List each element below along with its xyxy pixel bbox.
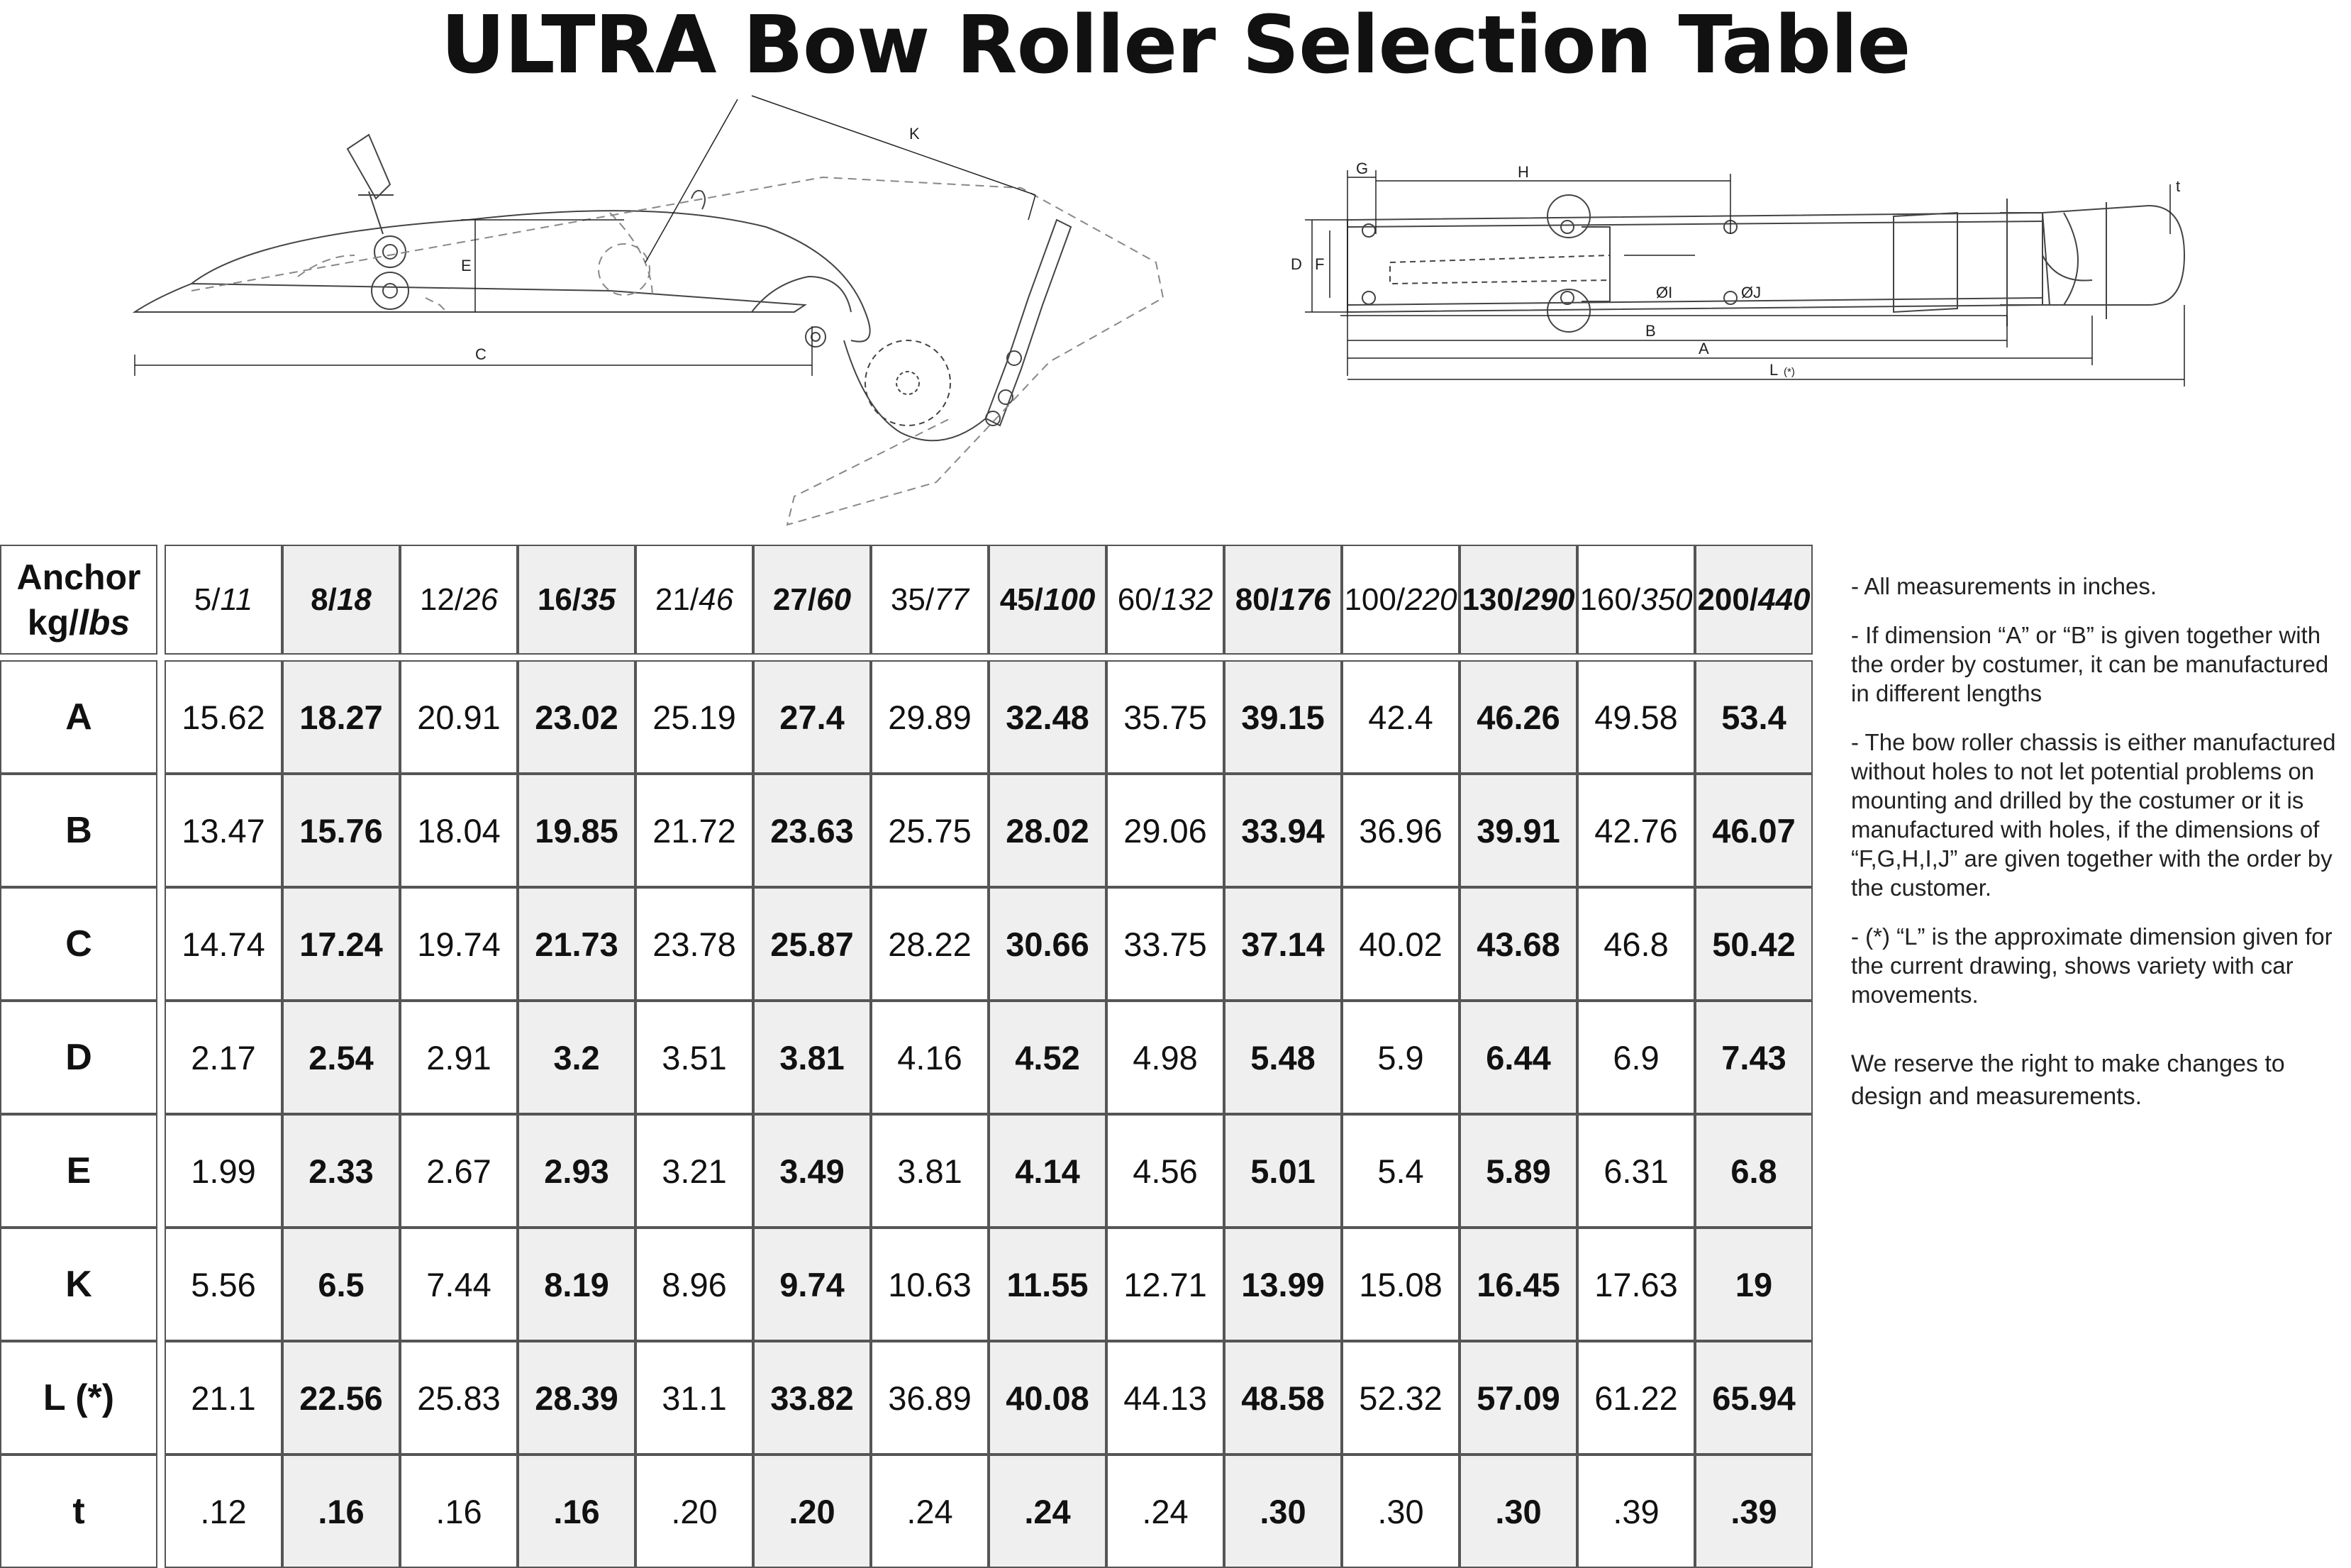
column-header-anchor-size: 21/46 (635, 545, 753, 655)
table-cell: 13.99 (1224, 1228, 1342, 1341)
top-view-diagram (1269, 156, 2241, 418)
column-header-lbs: 290 (1523, 582, 1575, 617)
table-cell: .30 (1460, 1455, 1577, 1568)
table-cell: 11.55 (989, 1228, 1106, 1341)
table-cell: 32.48 (989, 660, 1106, 774)
table-gap (157, 1341, 165, 1455)
table-cell: 40.08 (989, 1341, 1106, 1455)
table-cell: 2.17 (165, 1001, 282, 1114)
table-cell: 3.2 (518, 1001, 635, 1114)
column-header-kg: 16 (537, 582, 572, 617)
table-cell: .39 (1695, 1455, 1813, 1568)
table-cell: 2.67 (400, 1114, 518, 1228)
table-cell: 28.39 (518, 1341, 635, 1455)
table-cell: 7.44 (400, 1228, 518, 1341)
table-cell: .24 (989, 1455, 1106, 1568)
table-cell: 16.45 (1460, 1228, 1577, 1341)
table-cell: 29.06 (1106, 774, 1224, 887)
column-header-anchor-size: 160/350 (1577, 545, 1695, 655)
table-cell: .30 (1342, 1455, 1460, 1568)
column-header-anchor-size: 45/100 (989, 545, 1106, 655)
table-cell: 14.74 (165, 887, 282, 1001)
column-header-kg: 35 (890, 582, 926, 617)
table-cell: 4.98 (1106, 1001, 1224, 1114)
dimension-t-label: t (2176, 177, 2181, 195)
table-cell: 4.16 (871, 1001, 989, 1114)
column-header-kg: 130 (1462, 582, 1514, 617)
table-cell: 15.08 (1342, 1228, 1460, 1341)
table-gap (157, 660, 165, 774)
table-cell: 17.63 (1577, 1228, 1695, 1341)
table-cell: 20.91 (400, 660, 518, 774)
table-cell: 21.1 (165, 1341, 282, 1455)
reserve-rights-note: We reserve the right to make changes to design and measurements. (1851, 1050, 2285, 1110)
table-cell: 3.49 (753, 1114, 871, 1228)
table-cell: 39.15 (1224, 660, 1342, 774)
column-header-anchor-size: 130/290 (1460, 545, 1577, 655)
row-label: D (0, 1001, 157, 1114)
column-header-anchor-size: 200/440 (1695, 545, 1813, 655)
table-cell: 5.48 (1224, 1001, 1342, 1114)
table-cell: 4.52 (989, 1001, 1106, 1114)
table-row (0, 660, 1813, 774)
table-cell: 49.58 (1577, 660, 1695, 774)
column-header-kg: 60 (1117, 582, 1152, 617)
dimension-k-label: K (909, 125, 920, 143)
selection-table (0, 545, 1813, 1568)
table-cell: 23.78 (635, 887, 753, 1001)
table-cell: .24 (871, 1455, 989, 1568)
column-header-anchor-size: 12/26 (400, 545, 518, 655)
column-header-lbs: 18 (336, 582, 372, 617)
table-cell: 19.85 (518, 774, 635, 887)
column-header-lbs: 77 (934, 582, 969, 617)
column-header-kg: 160 (1579, 582, 1632, 617)
dimension-l-note: (*) (1784, 366, 1795, 378)
dimension-oi-label: ØI (1656, 284, 1673, 301)
table-cell: 39.91 (1460, 774, 1577, 887)
table-gap (157, 774, 165, 887)
column-header-lbs: 26 (463, 582, 499, 617)
table-cell: 5.9 (1342, 1001, 1460, 1114)
column-header-lbs: 35 (581, 582, 616, 617)
table-cell: 29.89 (871, 660, 989, 774)
table-gap (157, 1001, 165, 1114)
table-cell: 46.8 (1577, 887, 1695, 1001)
table-cell: 3.81 (753, 1001, 871, 1114)
column-header-anchor-size: 16/35 (518, 545, 635, 655)
table-spacer-row (0, 655, 1813, 660)
table-cell: 40.02 (1342, 887, 1460, 1001)
dimension-d-label: D (1291, 255, 1302, 273)
table-cell: 6.31 (1577, 1114, 1695, 1228)
table-cell: 30.66 (989, 887, 1106, 1001)
table-cell: 37.14 (1224, 887, 1342, 1001)
table-cell: 6.44 (1460, 1001, 1577, 1114)
table-cell: 10.63 (871, 1228, 989, 1341)
table-row (0, 1001, 1813, 1114)
table-cell: 2.93 (518, 1114, 635, 1228)
table-spacer-cell (0, 655, 1813, 660)
table-cell: 5.4 (1342, 1114, 1460, 1228)
table-cell: 6.8 (1695, 1114, 1813, 1228)
table-cell: 5.56 (165, 1228, 282, 1341)
column-header-kg: 80 (1235, 582, 1270, 617)
table-cell: .16 (518, 1455, 635, 1568)
column-header-lbs: 11 (220, 582, 253, 617)
anchor-header-cell (0, 545, 157, 655)
column-header-lbs: 132 (1160, 582, 1213, 617)
table-cell: 12.71 (1106, 1228, 1224, 1341)
table-cell: 19.74 (400, 887, 518, 1001)
table-cell: 6.9 (1577, 1001, 1695, 1114)
column-header-anchor-size: 5/11 (165, 545, 282, 655)
table-cell: 25.75 (871, 774, 989, 887)
dimension-c-label: C (475, 345, 487, 363)
table-cell: 42.4 (1342, 660, 1460, 774)
table-cell: 28.22 (871, 887, 989, 1001)
table-row (0, 1228, 1813, 1341)
table-cell: 8.19 (518, 1228, 635, 1341)
table-cell: 57.09 (1460, 1341, 1577, 1455)
table-cell: 25.19 (635, 660, 753, 774)
dimension-oj-label: ØJ (1741, 284, 1762, 301)
table-cell: 4.56 (1106, 1114, 1224, 1228)
table-cell: .20 (635, 1455, 753, 1568)
column-header-lbs: 100 (1043, 582, 1096, 617)
table-cell: 21.73 (518, 887, 635, 1001)
table-cell: .16 (282, 1455, 400, 1568)
note-measurements: - All measurements in inches. (1851, 573, 2157, 599)
table-cell: 2.54 (282, 1001, 400, 1114)
column-header-kg: 8 (311, 582, 328, 617)
table-cell: 46.26 (1460, 660, 1577, 774)
table-cell: 33.75 (1106, 887, 1224, 1001)
table-cell: .39 (1577, 1455, 1695, 1568)
column-header-lbs: 176 (1278, 582, 1331, 617)
table-cell: 61.22 (1577, 1341, 1695, 1455)
table-cell: 3.51 (635, 1001, 753, 1114)
table-cell: .16 (400, 1455, 518, 1568)
table-row (0, 1114, 1813, 1228)
column-header-kg: 100 (1344, 582, 1396, 617)
row-label: K (0, 1228, 157, 1341)
anchor-header-label: Anchor (16, 557, 141, 597)
table-cell: 7.43 (1695, 1001, 1813, 1114)
table-row (0, 887, 1813, 1001)
column-header-kg: 200 (1697, 582, 1750, 617)
table-cell: 28.02 (989, 774, 1106, 887)
table-cell: 46.07 (1695, 774, 1813, 887)
column-header-anchor-size: 80/176 (1224, 545, 1342, 655)
note-chassis-holes: - The bow roller chassis is either manufactured without holes to not let potential problems on mounting and drilled by the costumer or it is manufactured with holes, if the dimensions of “F,G,H,I,J” are given together with the order by the customer. (1851, 729, 2336, 901)
table-row (0, 1455, 1813, 1568)
row-label: t (0, 1455, 157, 1568)
column-header-lbs: 440 (1758, 582, 1811, 617)
table-cell: 1.99 (165, 1114, 282, 1228)
table-gap (157, 1228, 165, 1341)
table-cell: .12 (165, 1455, 282, 1568)
table-row (0, 774, 1813, 887)
table-cell: 15.62 (165, 660, 282, 774)
table-cell: 2.91 (400, 1001, 518, 1114)
table-cell: 18.04 (400, 774, 518, 887)
dimension-f-label: F (1315, 255, 1325, 273)
table-cell: 42.76 (1577, 774, 1695, 887)
table-cell: 5.01 (1224, 1114, 1342, 1228)
dimension-b-label: B (1645, 322, 1656, 340)
table-gap (157, 1114, 165, 1228)
table-cell: 33.82 (753, 1341, 871, 1455)
table-gap (157, 1455, 165, 1568)
table-cell: 5.89 (1460, 1114, 1577, 1228)
notes-panel (1851, 572, 2347, 1133)
table-cell: 22.56 (282, 1341, 400, 1455)
page-title: ULTRA Bow Roller Selection Table (440, 0, 1911, 91)
table-cell: 3.21 (635, 1114, 753, 1228)
table-cell: 44.13 (1106, 1341, 1224, 1455)
table-cell: 35.75 (1106, 660, 1224, 774)
table-cell: 53.4 (1695, 660, 1813, 774)
column-header-kg: 5 (194, 582, 212, 617)
table-cell: 50.42 (1695, 887, 1813, 1001)
column-header-lbs: 46 (699, 582, 734, 617)
column-header-anchor-size: 35/77 (871, 545, 989, 655)
anchor-unit-lbs: lbs (79, 602, 130, 643)
dimension-h-label: H (1518, 163, 1529, 181)
table-cell: 8.96 (635, 1228, 753, 1341)
table-cell: 3.81 (871, 1114, 989, 1228)
table-cell: 23.63 (753, 774, 871, 887)
row-label: C (0, 887, 157, 1001)
anchor-unit-kg: kg/ (27, 602, 79, 643)
dimension-a-label: A (1699, 340, 1709, 357)
table-cell: 31.1 (635, 1341, 753, 1455)
table-cell: 48.58 (1224, 1341, 1342, 1455)
column-header-kg: 21 (655, 582, 690, 617)
dimension-e-label: E (461, 257, 472, 274)
table-cell: 21.72 (635, 774, 753, 887)
table-cell: 17.24 (282, 887, 400, 1001)
table-gap (157, 545, 165, 655)
table-cell: 36.96 (1342, 774, 1460, 887)
table-cell: 18.27 (282, 660, 400, 774)
row-label: B (0, 774, 157, 887)
note-dimension-lengths: - If dimension “A” or “B” is given together with the order by costumer, it can be manufactured in different lengths (1851, 622, 2329, 706)
table-cell: 4.14 (989, 1114, 1106, 1228)
dimension-l-label: L (1769, 361, 1779, 379)
table-cell: 27.4 (753, 660, 871, 774)
table-cell: 36.89 (871, 1341, 989, 1455)
side-view-diagram (113, 85, 1184, 532)
column-header-kg: 45 (999, 582, 1035, 617)
table-cell: 25.87 (753, 887, 871, 1001)
column-header-anchor-size: 60/132 (1106, 545, 1224, 655)
table-gap (157, 887, 165, 1001)
table-cell: 6.5 (282, 1228, 400, 1341)
table-cell: 43.68 (1460, 887, 1577, 1001)
table-cell: .30 (1224, 1455, 1342, 1568)
table-cell: 19 (1695, 1228, 1813, 1341)
column-header-anchor-size: 8/18 (282, 545, 400, 655)
table-cell: 65.94 (1695, 1341, 1813, 1455)
table-cell: 2.33 (282, 1114, 400, 1228)
table-cell: 9.74 (753, 1228, 871, 1341)
anchor-unit-label (1, 600, 156, 645)
note-approximate-l: - (*) “L” is the approximate dimension given for the current drawing, shows variety with car movements. (1851, 923, 2333, 1008)
table-cell: 15.76 (282, 774, 400, 887)
column-header-lbs: 60 (816, 582, 852, 617)
table-cell: .24 (1106, 1455, 1224, 1568)
table-cell: 13.47 (165, 774, 282, 887)
column-header-kg: 12 (419, 582, 455, 617)
table-cell: 33.94 (1224, 774, 1342, 887)
row-label: L (*) (0, 1341, 157, 1455)
table-cell: 25.83 (400, 1341, 518, 1455)
column-header-anchor-size: 27/60 (753, 545, 871, 655)
row-label: A (0, 660, 157, 774)
column-header-lbs: 220 (1405, 582, 1457, 617)
row-label: E (0, 1114, 157, 1228)
column-header-lbs: 350 (1640, 582, 1693, 617)
table-cell: 52.32 (1342, 1341, 1460, 1455)
table-cell: .20 (753, 1455, 871, 1568)
table-cell: 23.02 (518, 660, 635, 774)
table-row (0, 1341, 1813, 1455)
column-header-kg: 27 (772, 582, 808, 617)
column-header-anchor-size: 100/220 (1342, 545, 1460, 655)
table-header-row (0, 545, 1813, 655)
dimension-g-label: G (1356, 160, 1369, 177)
